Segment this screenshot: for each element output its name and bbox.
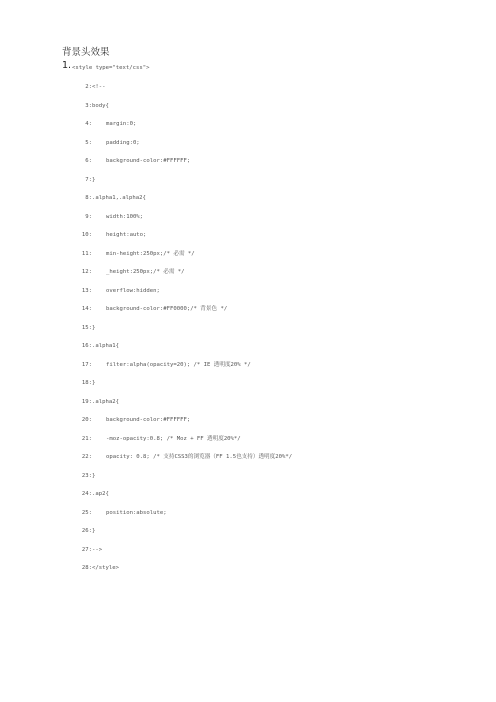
code-text: } [92, 528, 96, 534]
line-number: 4: [85, 121, 92, 127]
code-line [62, 398, 482, 417]
code-text: <!-- [92, 84, 106, 90]
code-line [62, 324, 482, 343]
code-text: </style> [92, 565, 119, 571]
code-text: } [92, 380, 96, 386]
code-text: .alpha1,.alpha2{ [92, 195, 146, 201]
code-text: background-color:#FFFFFF; [106, 158, 191, 164]
code-text: filter:alpha(opacity=20); /* IE 透明度20% */ [106, 361, 251, 368]
line-number: 7: [85, 176, 92, 183]
code-text: margin:0; [106, 121, 137, 127]
code-line [62, 564, 482, 583]
code-line [62, 305, 482, 324]
code-line [62, 527, 482, 546]
code-text: width:100%; [106, 213, 144, 220]
line-number: 24: [81, 491, 92, 497]
line-number: 27: [81, 546, 92, 553]
line-number: 20: [81, 417, 92, 423]
line-number: 21: [81, 435, 92, 442]
code-line [62, 250, 482, 269]
code-text: .alpha1{ [92, 343, 119, 349]
code-line [62, 361, 482, 380]
code-text: body{ [92, 102, 109, 109]
code-text: _height:250px;/* 必需 */ [106, 269, 185, 275]
code-line [62, 342, 482, 361]
line-number: 28: [81, 565, 92, 571]
code-text: <style type="text/css"> [72, 65, 150, 71]
code-text: position:absolute; [106, 509, 167, 516]
code-text: .ap2{ [92, 491, 109, 497]
code-line [62, 453, 482, 472]
code-text: background-color:#FF0000;/* 背景色 */ [106, 306, 228, 312]
line-number: 15: [81, 324, 92, 331]
code-line [62, 509, 482, 528]
code-line [62, 268, 482, 287]
code-line [62, 194, 482, 213]
code-line [62, 139, 482, 158]
line-number: 3: [85, 102, 92, 109]
code-line [62, 231, 482, 250]
line-number: 26: [81, 528, 92, 534]
line-number: 12: [81, 269, 92, 275]
code-line [62, 379, 482, 398]
code-line [62, 120, 482, 139]
code-text: opacity: 0.8; /* 支持CSS3的浏览器（FF 1.5也支持）透明度20%*/ [106, 454, 293, 460]
code-line [62, 83, 482, 102]
code-text: } [92, 472, 96, 479]
code-line [62, 213, 482, 232]
line-number: 2: [85, 84, 92, 90]
line-number: 25: [81, 509, 92, 516]
line-number: 18: [81, 380, 92, 386]
line-number: 19: [81, 398, 92, 405]
code-text: } [92, 176, 96, 183]
code-text: min-height:250px;/* 必需 */ [106, 250, 195, 257]
line-number: 14: [81, 306, 92, 312]
line-number: 5: [85, 139, 92, 146]
document-title: 背景头效果 [62, 47, 110, 58]
line-number: 10: [81, 232, 92, 238]
code-text: overflow:hidden; [106, 287, 160, 294]
code-text: padding:0; [106, 139, 140, 146]
code-text: background-color:#FFFFFF; [106, 417, 191, 423]
code-listing [62, 60, 482, 583]
code-line [62, 60, 482, 83]
line-number: 22: [81, 454, 92, 460]
line-number: 9: [85, 213, 92, 220]
code-line [62, 472, 482, 491]
code-line [62, 490, 482, 509]
line-number: 23: [81, 472, 92, 479]
code-line [62, 176, 482, 195]
code-text: } [92, 324, 96, 331]
code-line [62, 157, 482, 176]
line-number: 16: [81, 343, 92, 349]
code-line [62, 102, 482, 121]
code-line [62, 546, 482, 565]
code-line [62, 435, 482, 454]
code-text: height:auto; [106, 232, 147, 238]
line-number: 13: [81, 287, 92, 294]
line-number: 6: [85, 158, 92, 164]
line-number: 1. [62, 60, 72, 71]
line-number: 11: [81, 250, 92, 257]
code-text: .alpha2{ [92, 398, 119, 405]
code-line [62, 416, 482, 435]
code-text: -moz-opacity:0.8; /* Moz + FF 透明度20%*/ [106, 435, 241, 442]
code-text: --> [92, 546, 103, 553]
line-number: 17: [81, 361, 92, 368]
line-number: 8: [85, 195, 92, 201]
code-line [62, 287, 482, 306]
